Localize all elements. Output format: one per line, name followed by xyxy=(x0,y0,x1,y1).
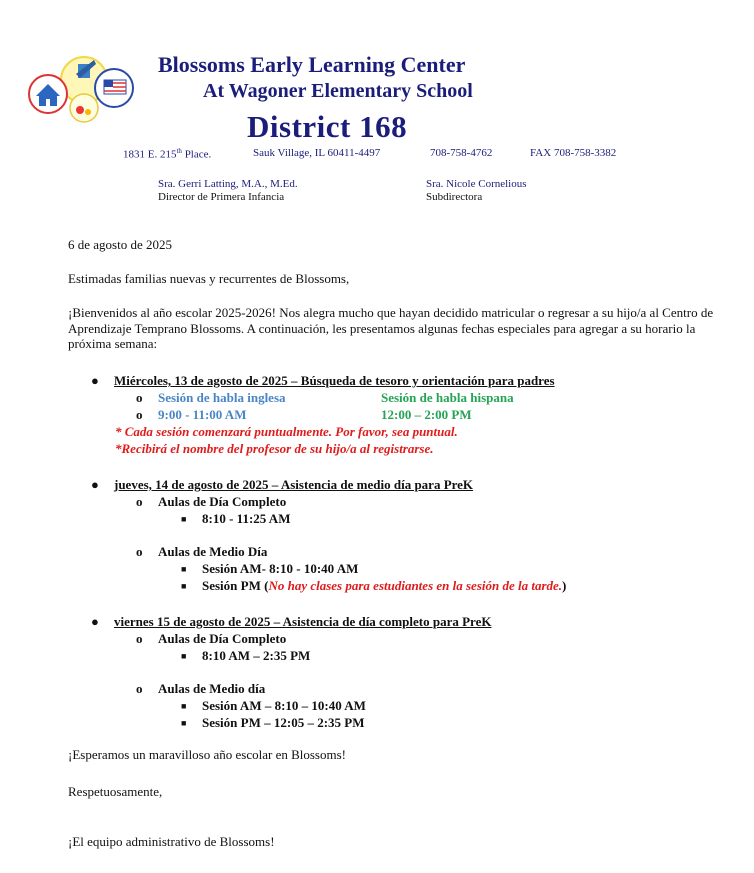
english-session-label: Sesión de habla inglesa xyxy=(158,390,286,405)
staff-assistant-director xyxy=(426,178,527,204)
pm-session-note: No hay clases para estudiantes en la sesión de la tarde. xyxy=(268,578,563,593)
bullet-icon: o xyxy=(136,544,143,559)
letter-signature: ¡El equipo administrativo de Blossoms! xyxy=(68,834,275,849)
staff-name: Sra. Nicole Cornelious xyxy=(426,178,527,190)
event-title: jueves, 14 de agosto de 2025 – Asistencia de medio día para PreK xyxy=(114,477,474,492)
am-session: Sesión AM – 8:10 – 10:40 AM xyxy=(202,698,366,713)
letter-greeting: Estimadas familias nuevas y recurrentes de Blossoms, xyxy=(68,271,350,286)
staff-role: Subdirectora xyxy=(426,191,483,203)
letter-date: 6 de agosto de 2025 xyxy=(68,237,172,252)
pm-session: Sesión PM (No hay clases para estudiantes en la sesión de la tarde.) xyxy=(202,578,567,593)
staff-director xyxy=(158,178,298,204)
bullet-icon: ■ xyxy=(181,718,187,728)
english-session-time: 9:00 - 11:00 AM xyxy=(158,407,247,422)
bullet-icon: ■ xyxy=(181,514,187,524)
teacher-name-note: *Recibirá el nombre del profesor de su hijo/a al registrarse. xyxy=(115,441,434,456)
bullet-icon: o xyxy=(136,494,143,509)
staff-role: Director de Primera Infancia xyxy=(158,191,285,203)
letter-closing: ¡Esperamos un maravilloso año escolar en Blossoms! xyxy=(68,747,346,762)
bullet-icon: ■ xyxy=(181,581,187,591)
event-title: viernes 15 de agosto de 2025 – Asistencia de día completo para PreK xyxy=(114,614,492,629)
phone-number: 708-758-4762 xyxy=(430,147,493,159)
full-day-time: 8:10 - 11:25 AM xyxy=(202,511,291,526)
full-day-time: 8:10 AM – 2:35 PM xyxy=(202,648,311,663)
school-subtitle: At Wagoner Elementary School xyxy=(203,80,473,102)
bullet-icon: ● xyxy=(91,477,99,492)
half-day-label: Aulas de Medio día xyxy=(158,681,266,696)
bullet-icon: o xyxy=(136,390,143,405)
school-name-title: Blossoms Early Learning Center xyxy=(158,52,466,77)
pm-session: Sesión PM – 12:05 – 2:35 PM xyxy=(202,715,365,730)
half-day-label: Aulas de Medio Día xyxy=(158,544,268,559)
spanish-session-time: 12:00 – 2:00 PM xyxy=(381,407,472,422)
street-address: 1831 E. 215th Place. xyxy=(123,147,212,161)
staff-name: Sra. Gerri Latting, M.A., M.Ed. xyxy=(158,178,298,190)
bullet-icon: o xyxy=(136,407,143,422)
spanish-session-label: Sesión de habla hispana xyxy=(381,390,514,405)
bullet-icon: ■ xyxy=(181,651,187,661)
bullet-icon: o xyxy=(136,681,143,696)
bullet-icon: ● xyxy=(91,373,99,388)
am-session: Sesión AM- 8:10 - 10:40 AM xyxy=(202,561,359,576)
letter-intro: ¡Bienvenidos al año escolar 2025-2026! Nos alegra mucho que hayan decidido matricular o regresar a su hijo/a al Centro de Aprendizaje Temprano Blossoms. A continuación, les presentamos algunas fechas especiales para agregar a su horario la próxima semana: xyxy=(68,305,714,351)
bullet-icon: ● xyxy=(91,614,99,629)
event-title: Miércoles, 13 de agosto de 2025 – Búsqueda de tesoro y orientación para padres xyxy=(114,373,555,388)
bullet-icon: o xyxy=(136,631,143,646)
full-day-label: Aulas de Día Completo xyxy=(158,631,287,646)
district-title: District 168 xyxy=(247,109,408,144)
bullet-icon: ■ xyxy=(181,701,187,711)
punctuality-note: * Cada sesión comenzará puntualmente. Por favor, sea puntual. xyxy=(115,424,458,439)
city-state-zip: Sauk Village, IL 60411-4497 xyxy=(253,147,381,159)
full-day-label: Aulas de Día Completo xyxy=(158,494,287,509)
fax-number: FAX 708-758-3382 xyxy=(530,147,617,159)
bullet-icon: ■ xyxy=(181,564,187,574)
letter-sign-off: Respetuosamente, xyxy=(68,784,163,799)
school-logo-icon xyxy=(28,50,136,125)
